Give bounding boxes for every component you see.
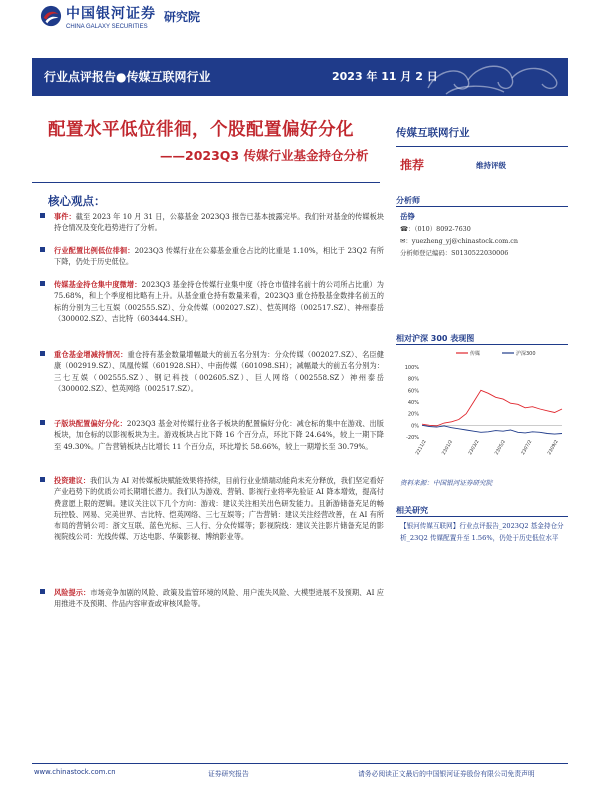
key-point-allocation <box>40 245 384 268</box>
related-divider <box>396 516 568 517</box>
related-heading: 相关研究 <box>396 506 428 515</box>
chart-source: 资料来源：中国银河证券研究院 <box>400 479 493 487</box>
key-point-lead: 子版块配置偏好分化： <box>54 419 127 428</box>
analyst-heading: 分析师 <box>396 196 420 205</box>
key-point-text: 市场竞争加剧的风险、政策及监管环境的风险、用户流失风险、大模型进展不及预期、AI 应用推进不及预期、作品内容审查或审核风险等。 <box>54 588 384 609</box>
bullet-icon <box>40 281 45 286</box>
x-tick-label: 2303/2 <box>468 439 481 457</box>
report-subtitle: ——2023Q3 传媒行业基金持仓分析 <box>160 148 369 163</box>
series-line-0 <box>422 390 562 426</box>
relative-performance-chart <box>396 345 568 470</box>
report-title: 配置水平低位徘徊，个股配置偏好分化 <box>48 120 354 140</box>
series-line-1 <box>422 425 562 434</box>
footer-report-type: 证券研究报告 <box>208 770 249 778</box>
key-points-heading: 核心观点： <box>48 194 106 208</box>
y-tick-label: 0% <box>411 423 419 430</box>
logo-english-text: CHINA GALAXY SECURITIES <box>66 23 148 30</box>
key-point-lead: 重仓基金增减持情况： <box>54 350 128 359</box>
rating-note: 维持评级 <box>476 161 506 170</box>
bullet-icon <box>40 213 45 218</box>
key-point-text: 2023Q3 基金对传媒行业各子板块的配置偏好分化：减仓标的集中在游戏、出版板块，加仓标的以影视板块为主。游戏板块占比下降 16 个百分点，环比下降 24.64%，较上一期下降至 49.30%。广告营销板块占比增长 11 个百分点，环比增长 58.66%，较上一期增长至 30.79%。 <box>54 419 384 451</box>
analyst-divider <box>396 206 568 207</box>
key-point-lead: 事件： <box>54 212 76 221</box>
key-point-risk <box>40 587 384 610</box>
report-banner <box>32 58 568 96</box>
y-tick-label: 40% <box>407 400 419 406</box>
title-divider <box>32 182 380 183</box>
key-point-concentration <box>40 279 384 324</box>
cloud-decoration-icon <box>408 58 568 96</box>
key-point-text: 2023Q3 基金持仓传媒行业集中度（持仓市值排名前十的公司所占比重）为 75.68%，和上个季度相比略有上升。从基金重仓持有数量来看，2023Q3 重仓持股基金数排名前五的标的分别为三七互娱（002555.SZ）、分众传媒（002027.SZ）、恺英网络（002517.SZ）、神州泰岳（300002.SZ）、吉比特（603444.SH）。 <box>54 280 384 323</box>
x-tick-label: 2305/2 <box>494 439 507 457</box>
footer-website[interactable]: www.chinastock.com.cn <box>34 768 116 776</box>
key-point-lead: 行业配置比例低位徘徊： <box>54 246 135 255</box>
key-point-event <box>40 211 384 234</box>
analyst-phone: ☎：（010）8092-7630 <box>400 225 471 233</box>
key-point-text: 重仓持有基金数量增幅最大的前五名分别为：分众传媒（002027.SZ）、名臣健康（002919.SZ）、凤凰传媒（601928.SH）、中南传媒（601098.SH）；减幅最大的前五名分别为：三七互娱（002555.SZ）、钢记科技（002605.SZ）、巨人网络（002558.SZ）神州泰岳（300002.SZ）、恺英网络（002517.SZ）。 <box>54 350 384 393</box>
research-institute-label: 研究院 <box>164 9 201 24</box>
key-point-holdings-change <box>40 349 384 394</box>
key-point-subsector <box>40 418 384 452</box>
galaxy-logo-icon <box>40 5 62 27</box>
key-point-text: 2023Q3 传媒行业在公募基金重仓占比的比重是 1.10%，相比于 23Q2 有所下降，仍处于历史低位。 <box>54 246 384 267</box>
rating-label: 推荐 <box>400 158 425 172</box>
brand-logo <box>40 4 200 28</box>
key-point-text: 截至 2023 年 10 月 31 日，公募基金 2023Q3 报告已基本披露完毕。我们针对基金的传媒板块持仓情况及变化趋势进行了分析。 <box>54 212 384 233</box>
key-point-lead: 传媒基金持仓集中度微增： <box>54 280 142 289</box>
key-point-lead: 风险提示： <box>54 588 91 597</box>
analyst-email: ✉：yuezheng_yj@chinastock.com.cn <box>400 237 518 245</box>
related-research-link[interactable]: 【银河传媒互联网】行业点评报告_2023Q2 基金持仓分析_23Q2 传媒配置升至 1.56%，仍处于历史低位水平 <box>400 522 564 543</box>
legend-label: 沪深300 <box>516 351 536 357</box>
footer-divider <box>32 763 568 764</box>
bullet-icon <box>40 420 45 425</box>
report-category: 行业点评报告●传媒互联网行业 <box>44 70 211 84</box>
bullet-icon <box>40 589 45 594</box>
chart-heading: 相对沪深 300 表现图 <box>396 334 475 343</box>
key-point-text: 我们认为 AI 对传媒板块赋能效果将持续，目前行业业绩端动能尚未充分释放，我们坚定看好产业趋势下的优质公司长期增长潜力。我们认为游戏、营销、影视行业将率先验证 AI 降本增效，提高付费意愿上限的逻辑。建议关注以下几个方向：游戏：建议关注相关出色研发能力。且新游储备充足的畅玩控股、网易、完美世界、吉比特、恺英网络、三七互娱等；广告营销：建议关注经营改善，在 AI 有所布局的营销公司：浙文互联、蓝色光标、三人行、分众传媒等；影视院线：建议关注影片储备充足的影视院线公司：光线传媒、万达电影、华策影视、博纳影业等。 <box>54 476 384 542</box>
x-tick-label: 2301/2 <box>441 439 455 457</box>
x-tick-label: 2211/2 <box>415 439 428 457</box>
logo-chinese-text: 中国银河证券 <box>66 5 156 22</box>
y-tick-label: 60% <box>407 388 419 395</box>
report-date: 2023 年 11 月 2 日 <box>332 70 438 83</box>
x-tick-label: 2307/2 <box>520 439 534 457</box>
y-tick-label: 100% <box>404 365 419 371</box>
x-tick-label: 2309/2 <box>547 439 560 457</box>
y-tick-label: 80% <box>407 376 419 383</box>
y-tick-label: 20% <box>407 411 419 418</box>
sector-divider <box>396 146 568 147</box>
bullet-icon <box>40 477 45 482</box>
key-point-investment-advice <box>40 475 384 543</box>
bullet-icon <box>40 351 45 356</box>
key-point-lead: 投资建议： <box>54 476 91 485</box>
sector-name: 传媒互联网行业 <box>396 127 470 139</box>
analyst-registration: 分析师登记编码：S0130522030006 <box>400 249 509 257</box>
analyst-name: 岳铮 <box>400 212 415 221</box>
legend-label: 传媒 <box>470 351 481 357</box>
bullet-icon <box>40 247 45 252</box>
footer-disclaimer: 请务必阅读正文最后的中国银河证券股份有限公司免责声明 <box>358 770 535 778</box>
y-tick-label: -20% <box>406 435 419 441</box>
